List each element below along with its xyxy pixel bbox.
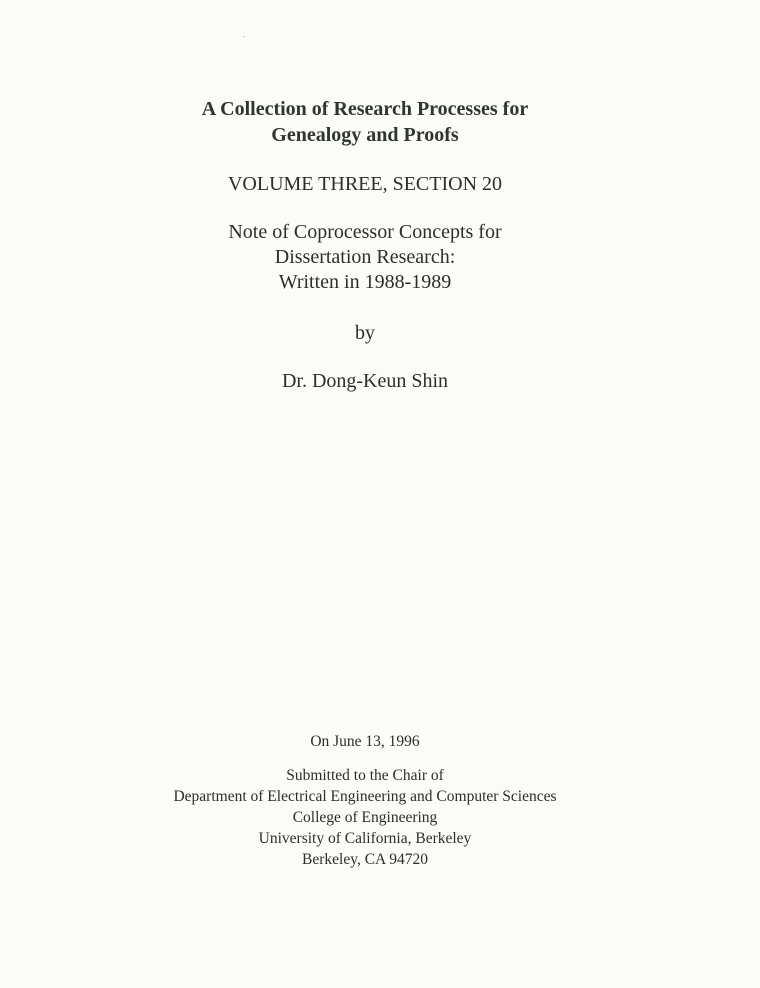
submission-date: On June 13, 1996 [310,733,420,750]
scan-speck [243,36,245,37]
title-line-1: A Collection of Research Processes for [201,98,529,120]
submission-line-3: College of Engineering [292,809,438,826]
submission-line-4: University of California, Berkeley [258,830,472,847]
note-line-3: Written in 1988-1989 [278,271,452,293]
note-line-2: Dissertation Research: [274,246,456,268]
by-line: by [355,322,375,344]
title-line-2: Genealogy and Proofs [271,124,459,146]
submission-line-2: Department of Electrical Engineering and Computer Sciences [173,788,557,805]
submission-line-1: Submitted to the Chair of [286,767,444,784]
volume-heading: VOLUME THREE, SECTION 20 [227,173,503,195]
author-name: Dr. Dong-Keun Shin [281,370,449,392]
note-line-1: Note of Coprocessor Concepts for [228,221,502,243]
submission-line-5: Berkeley, CA 94720 [302,851,428,868]
